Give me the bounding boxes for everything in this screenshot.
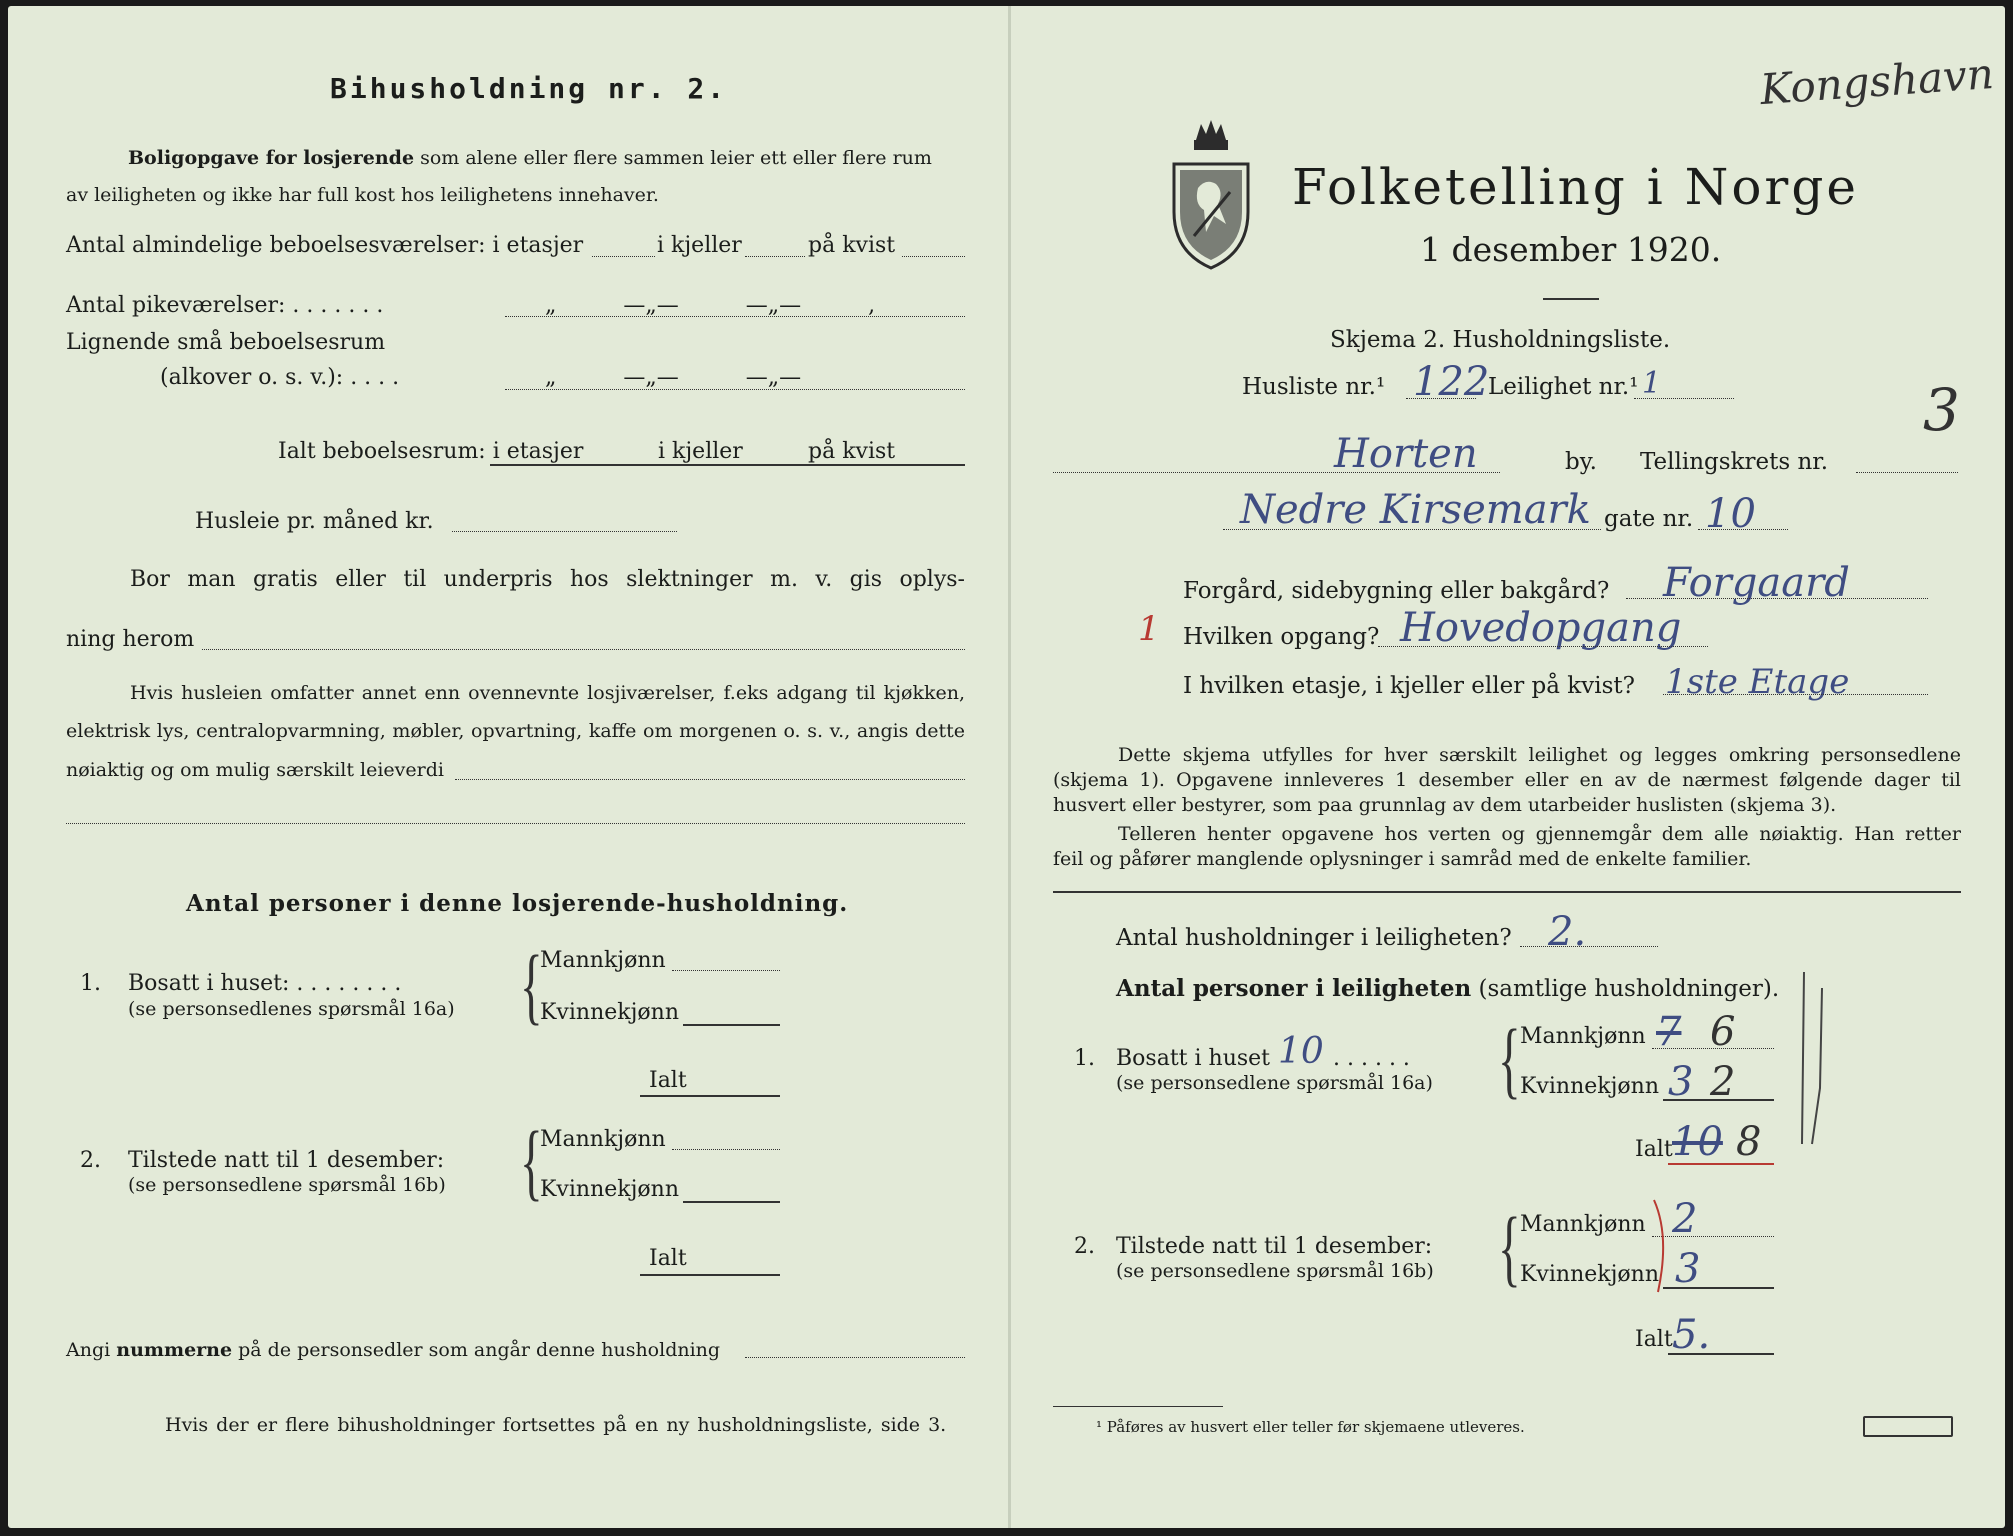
intro-line-2: av leiligheten og ikke har full kost hos leilighetens innehaver. <box>66 184 659 206</box>
right-date: 1 desember 1920. <box>1420 230 1722 269</box>
intro-line-1 <box>128 146 932 170</box>
pike-field[interactable] <box>505 316 965 317</box>
etasje-value[interactable]: 1ste Etage <box>1665 662 1850 702</box>
lign-marks: „ —„— —„— <box>545 365 802 390</box>
q1-brace: { <box>520 937 543 1033</box>
rooms-kjeller-field[interactable] <box>745 256 805 257</box>
husliste-value[interactable]: 122 <box>1413 359 1490 405</box>
rq1-mann-corr[interactable]: 6 <box>1710 1009 1736 1055</box>
rq2-label: Tilstede natt til 1 desember: <box>1116 1234 1433 1259</box>
q1-num: 1. <box>80 971 101 996</box>
rq2-sub: (se personsedlene spørsmål 16b) <box>1116 1260 1434 1282</box>
angi-bold: nummerne <box>116 1339 233 1361</box>
rq2-kvinne-field[interactable] <box>1663 1287 1774 1289</box>
hvis-line-2: elektrisk lys, centralopvarmning, møbler, opvartning, kaffe om morgenen o. s. v., angis dette <box>66 720 965 742</box>
q2-sub: (se personsedlene spørsmål 16b) <box>128 1174 446 1196</box>
husleie-label: Husleie pr. måned kr. <box>195 509 434 534</box>
rooms-kvist-field[interactable] <box>902 256 965 257</box>
rq1-dots: . . . . . . <box>1333 1046 1410 1071</box>
left-title: Bihusholdning nr. 2. <box>330 72 728 105</box>
instr-line-3: husvert eller bestyrer, som paa grunnlag av dem utarbeider huslisten (skjema 3). <box>1053 794 1837 816</box>
lign-field[interactable] <box>505 389 965 390</box>
pike-marks: „ —„— —„— , <box>545 293 876 318</box>
pers-bold: Antal personer i leiligheten <box>1116 975 1472 1002</box>
rq2-ialt-label: Ialt <box>1635 1327 1673 1352</box>
rq2-num: 2. <box>1074 1234 1095 1259</box>
q1-sub: (se personsedlenes spørsmål 16a) <box>128 998 455 1020</box>
rq1-ialt-corr[interactable]: 8 <box>1736 1119 1762 1165</box>
husleie-field[interactable] <box>452 531 677 532</box>
gate-label: gate nr. <box>1604 506 1694 532</box>
bor-line-1: Bor man gratis eller til underpris hos slektninger m. v. gis oplys- <box>130 567 965 592</box>
rq1-num: 1. <box>1074 1046 1095 1071</box>
lign-label-2: (alkover o. s. v.): . . . . <box>160 365 400 390</box>
opgang-value[interactable]: Hovedopgang <box>1400 605 1682 651</box>
q2-ialt-label: Ialt <box>649 1246 687 1271</box>
gate-nr-field[interactable] <box>1698 529 1788 530</box>
rq2-brace: { <box>1498 1199 1521 1295</box>
q2-kvinne-label: Kvinnekjønn <box>540 1177 679 1202</box>
rq2-mann[interactable]: 2 <box>1672 1196 1698 1242</box>
rq1-ialt-field[interactable] <box>1668 1163 1774 1165</box>
rq2-ialt-field[interactable] <box>1668 1353 1774 1355</box>
instr-line-1: Dette skjema utfylles for hver særskilt leilighet og legges omkring personsedlene <box>1118 744 1961 766</box>
angi-field[interactable] <box>745 1357 965 1358</box>
tally-mark-icon <box>1798 968 1828 1148</box>
etasje-field[interactable] <box>1663 694 1928 695</box>
pers-heading <box>1116 976 1779 1002</box>
intro-bold: Boligopgave for losjerende <box>128 147 415 169</box>
rq2-kvinne[interactable]: 3 <box>1675 1246 1701 1292</box>
rq1-ialt-orig[interactable]: 10 <box>1672 1119 1723 1165</box>
corner-note: Kongshavn <box>1758 48 1996 115</box>
section-rule <box>1053 891 1961 893</box>
instr-line-5: feil og påfører manglende oplysninger i samråd med de enkelte familier. <box>1053 848 1752 870</box>
rq1-mann-orig[interactable]: 7 <box>1656 1009 1682 1055</box>
q2-brace: { <box>520 1113 543 1209</box>
q1-kvinne-label: Kvinnekjønn <box>540 1000 679 1025</box>
q2-mann-label: Mannkjønn <box>540 1127 666 1152</box>
ialt-rooms-field[interactable] <box>490 464 965 466</box>
forgard-value[interactable]: Forgaard <box>1663 560 1850 606</box>
leieverdi-field[interactable] <box>455 779 965 780</box>
instr-line-4: Telleren henter opgavene hos verten og gjennemgår dem alle nøiaktig. Han retter <box>1118 823 1961 845</box>
left-page <box>0 0 1000 1536</box>
pers-rest: (samtlige husholdninger). <box>1478 976 1780 1002</box>
q1-ialt-label: Ialt <box>649 1068 687 1093</box>
right-page <box>1008 0 2008 1536</box>
q2-num: 2. <box>80 1148 101 1173</box>
side-number: 3 <box>1923 376 1960 444</box>
intro-text-1: som alene eller flere sammen leier ett eller flere rum <box>420 147 932 169</box>
rq2-kvinne-label: Kvinnekjønn <box>1520 1262 1659 1287</box>
rooms-kjeller-label: i kjeller <box>657 233 742 258</box>
opgang-mark: 1 <box>1138 609 1160 649</box>
printer-stamp <box>1863 1416 1953 1437</box>
q1-kvinne-field[interactable] <box>683 1024 780 1026</box>
leilighet-label: Leilighet nr.¹ <box>1488 374 1639 400</box>
krets-field[interactable] <box>1856 472 1958 473</box>
q2-ialt-field[interactable] <box>640 1274 780 1276</box>
ialt-rooms-label: Ialt beboelsesrum: i etasjer <box>278 439 584 464</box>
hush-field[interactable] <box>1520 946 1658 947</box>
rooms-label: Antal almindelige beboelsesværelser: i etasjer <box>66 233 584 258</box>
q2-label: Tilstede natt til 1 desember: <box>128 1148 445 1173</box>
etasje-label: I hvilken etasje, i kjeller eller på kvist? <box>1183 673 1635 699</box>
rq1-sub: (se personsedlene spørsmål 16a) <box>1116 1072 1433 1094</box>
rq2-ialt[interactable]: 5. <box>1672 1312 1711 1358</box>
krets-label: Tellingskrets nr. <box>1640 449 1829 475</box>
hush-label: Antal husholdninger i leiligheten? <box>1116 925 1512 951</box>
rq1-label: Bosatt i huset <box>1116 1046 1271 1071</box>
q1-mann-field[interactable] <box>672 970 780 971</box>
q1-label: Bosatt i huset: . . . . . . . . <box>128 971 402 996</box>
lign-label-1: Lignende små beboelsesrum <box>66 330 386 355</box>
antal-heading: Antal personer i denne losjerende-husholdning. <box>186 890 849 917</box>
leieverdi-field-2[interactable] <box>66 823 965 824</box>
gate-value[interactable]: Nedre Kirsemark <box>1240 487 1591 533</box>
by-field[interactable] <box>1053 472 1500 473</box>
husliste-field[interactable] <box>1406 398 1476 399</box>
rq2-mann-label: Mannkjønn <box>1520 1212 1646 1237</box>
ialt-rooms-kjeller: i kjeller <box>658 439 743 464</box>
q2-kvinne-field[interactable] <box>683 1201 780 1203</box>
rq1-kvinne-orig[interactable]: 3 <box>1668 1059 1694 1105</box>
ialt-rooms-kvist: på kvist <box>808 439 896 464</box>
q2-mann-field[interactable] <box>672 1149 780 1150</box>
rq1-total-written: 10 <box>1278 1031 1324 1072</box>
leilighet-value[interactable]: 1 <box>1642 366 1662 401</box>
by-value[interactable]: Horten <box>1334 431 1478 477</box>
bor-field[interactable] <box>202 649 965 650</box>
hvis-line-3: nøiaktig og om mulig særskilt leieverdi <box>66 759 444 781</box>
gate-nr-value[interactable]: 10 <box>1705 491 1756 537</box>
rq1-brace: { <box>1498 1011 1521 1107</box>
rq1-mann-label: Mannkjønn <box>1520 1024 1646 1049</box>
opgang-field[interactable] <box>1378 646 1708 647</box>
husliste-label: Husliste nr.¹ <box>1242 374 1386 400</box>
rq1-mann-field[interactable] <box>1652 1048 1774 1049</box>
gate-field[interactable] <box>1223 529 1601 530</box>
hush-value[interactable]: 2. <box>1548 909 1587 955</box>
opgang-label: Hvilken opgang? <box>1183 624 1380 650</box>
forgard-field[interactable] <box>1626 598 1928 599</box>
instr-line-2: (skjema 1). Opgavene innleveres 1 desember eller en av de nærmest følgende dager til <box>1053 769 1961 791</box>
rooms-kvist-label: på kvist <box>808 233 896 258</box>
angi-line <box>66 1338 720 1362</box>
pike-label: Antal pikeværelser: . . . . . . . <box>66 293 384 318</box>
footnote: ¹ Påføres av husvert eller teller før skjemaene utleveres. <box>1096 1418 1525 1436</box>
bor-line-2: ning herom <box>66 627 195 652</box>
title-rule <box>1543 298 1599 300</box>
footnote-rule <box>1053 1406 1223 1407</box>
right-title: Folketelling i Norge <box>1292 158 1859 216</box>
norwegian-coat-of-arms-icon <box>1166 112 1256 272</box>
red-correction-mark-icon <box>1648 1196 1678 1296</box>
left-footer: Hvis der er flere bihusholdninger fortsettes på en ny husholdningsliste, side 3. <box>165 1414 947 1436</box>
q1-ialt-field[interactable] <box>640 1095 780 1097</box>
rooms-etasjer-field[interactable] <box>592 256 655 257</box>
by-label: by. <box>1565 449 1597 475</box>
angi-post: på de personsedler som angår denne husholdning <box>238 1339 721 1361</box>
leilighet-field[interactable] <box>1634 398 1734 399</box>
angi-pre: Angi <box>66 1339 111 1361</box>
q1-mann-label: Mannkjønn <box>540 948 666 973</box>
rq1-ialt-label: Ialt <box>1635 1137 1673 1162</box>
rq1-kvinne-label: Kvinnekjønn <box>1520 1074 1659 1099</box>
rq1-kvinne-corr[interactable]: 2 <box>1710 1059 1736 1105</box>
skjema: Skjema 2. Husholdningsliste. <box>1330 327 1671 353</box>
rq1-kvinne-field[interactable] <box>1663 1099 1774 1101</box>
forgard-label: Forgård, sidebygning eller bakgård? <box>1183 578 1610 604</box>
hvis-line-1: Hvis husleien omfatter annet enn ovennevnte losjiværelser, f.eks adgang til kjøkken, <box>130 682 965 704</box>
